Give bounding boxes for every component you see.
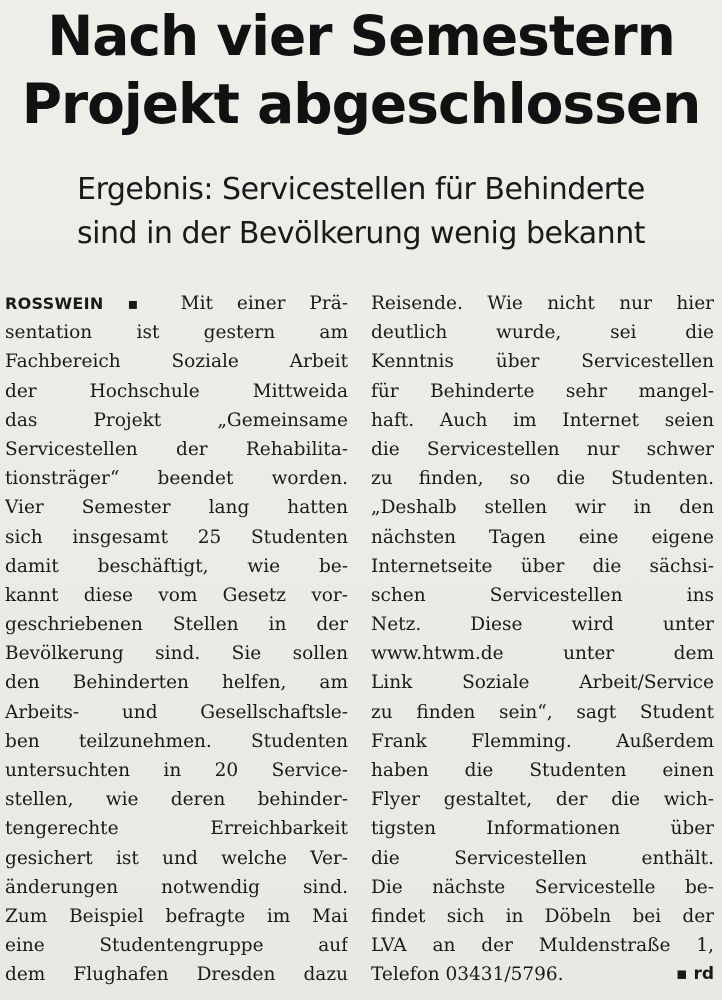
text-line: haben die Studenten einen [371, 760, 714, 781]
closing-line [371, 960, 714, 989]
text-line: eine Studentengruppe auf [5, 935, 348, 957]
text-line: dem Flughafen Dresden dazu [5, 964, 348, 986]
text-line: LVA an der Muldenstraße 1, [371, 935, 714, 957]
text-line: sich insgesamt 25 Studenten [5, 526, 348, 548]
text-line: ben teilzunehmen. Studenten [5, 730, 348, 752]
text-line: Flyer gestaltet, der die wich- [371, 789, 714, 811]
text-line: für Behinderte sehr mangel- [371, 380, 714, 402]
text-line: „Deshalb stellen wir in den [371, 497, 714, 519]
text-line: Frank Flemming. Außerdem [371, 730, 714, 752]
text-line: die Servicestellen enthält. [371, 847, 714, 869]
text-line: kannt diese vom Gesetz vor- [5, 584, 348, 606]
text-line: Arbeits- und Gesellschaftsle- [5, 701, 348, 723]
article-column-left [5, 289, 348, 990]
article-column-right [371, 289, 714, 990]
headline [0, 2, 722, 138]
text-line: sentation ist gestern am [5, 322, 348, 344]
text-line: nächsten Tagen eine eigene [371, 526, 714, 548]
subheadline-line-2: sind in der Bevölkerung wenig bekannt [77, 216, 645, 251]
subheadline-line-1: Ergebnis: Servicestellen für Behinderte [77, 172, 645, 207]
text-line: Servicestellen der Rehabilita- [5, 438, 348, 460]
text-line: die Servicestellen nur schwer [371, 438, 714, 460]
subheadline [0, 168, 722, 256]
text-line: Bevölkerung sind. Sie sollen [5, 643, 348, 665]
text-line: Internetseite über die sächsi- [371, 555, 714, 577]
author-signature: ▪ rd [676, 964, 714, 985]
text-line: Fachbereich Soziale Arbeit [5, 351, 348, 373]
text-line: Telefon 03431/5796. [371, 964, 564, 986]
text-line: Reisende. Wie nicht nur hier [371, 293, 714, 314]
text-line: Kenntnis über Servicestellen [371, 351, 714, 373]
text-line: Vier Semester lang hatten [5, 497, 348, 519]
text-line: www.htwm.de unter dem [371, 643, 714, 665]
text-line: haft. Auch im Internet seien [371, 409, 714, 431]
text-line: zu finden, so die Studenten. [371, 468, 714, 490]
text-line: geschriebenen Stellen in der [5, 614, 348, 636]
headline-line-1: Nach vier Semestern [47, 4, 675, 68]
text-line: Zum Beispiel befragte im Mai [5, 905, 348, 927]
text-line: tionsträger“ beendet worden. [5, 468, 348, 490]
text-line: zu finden sein“, sagt Student [371, 701, 714, 723]
text-line: änderungen notwendig sind. [5, 876, 348, 898]
dateline: ROSSWEIN ▪ [5, 294, 157, 313]
text-line: Netz. Diese wird unter [371, 614, 714, 636]
headline-line-2: Projekt abgeschlossen [21, 72, 701, 136]
text-line: untersuchten in 20 Service- [5, 760, 348, 781]
text-line: den Behinderten helfen, am [5, 672, 348, 694]
text-line: tengerechte Erreichbarkeit [5, 818, 348, 840]
text-line: ROSSWEIN ▪ Mit einer Prä- [5, 293, 348, 314]
text-line: stellen, wie deren behinder- [5, 789, 348, 811]
text-line: Die nächste Servicestelle be- [371, 876, 714, 898]
text-line: gesichert ist und welche Ver- [5, 847, 348, 869]
text-line: findet sich in Döbeln bei der [371, 905, 714, 927]
text-line: damit beschäftigt, wie be- [5, 555, 348, 577]
text-line: deutlich wurde, sei die [371, 322, 714, 344]
text-line: Link Soziale Arbeit/Service [371, 672, 714, 694]
text-line: schen Servicestellen ins [371, 584, 714, 606]
text-line: tigsten Informationen über [371, 818, 714, 840]
text-line: der Hochschule Mittweida [5, 380, 348, 402]
text-line: das Projekt „Gemeinsame [5, 409, 348, 431]
